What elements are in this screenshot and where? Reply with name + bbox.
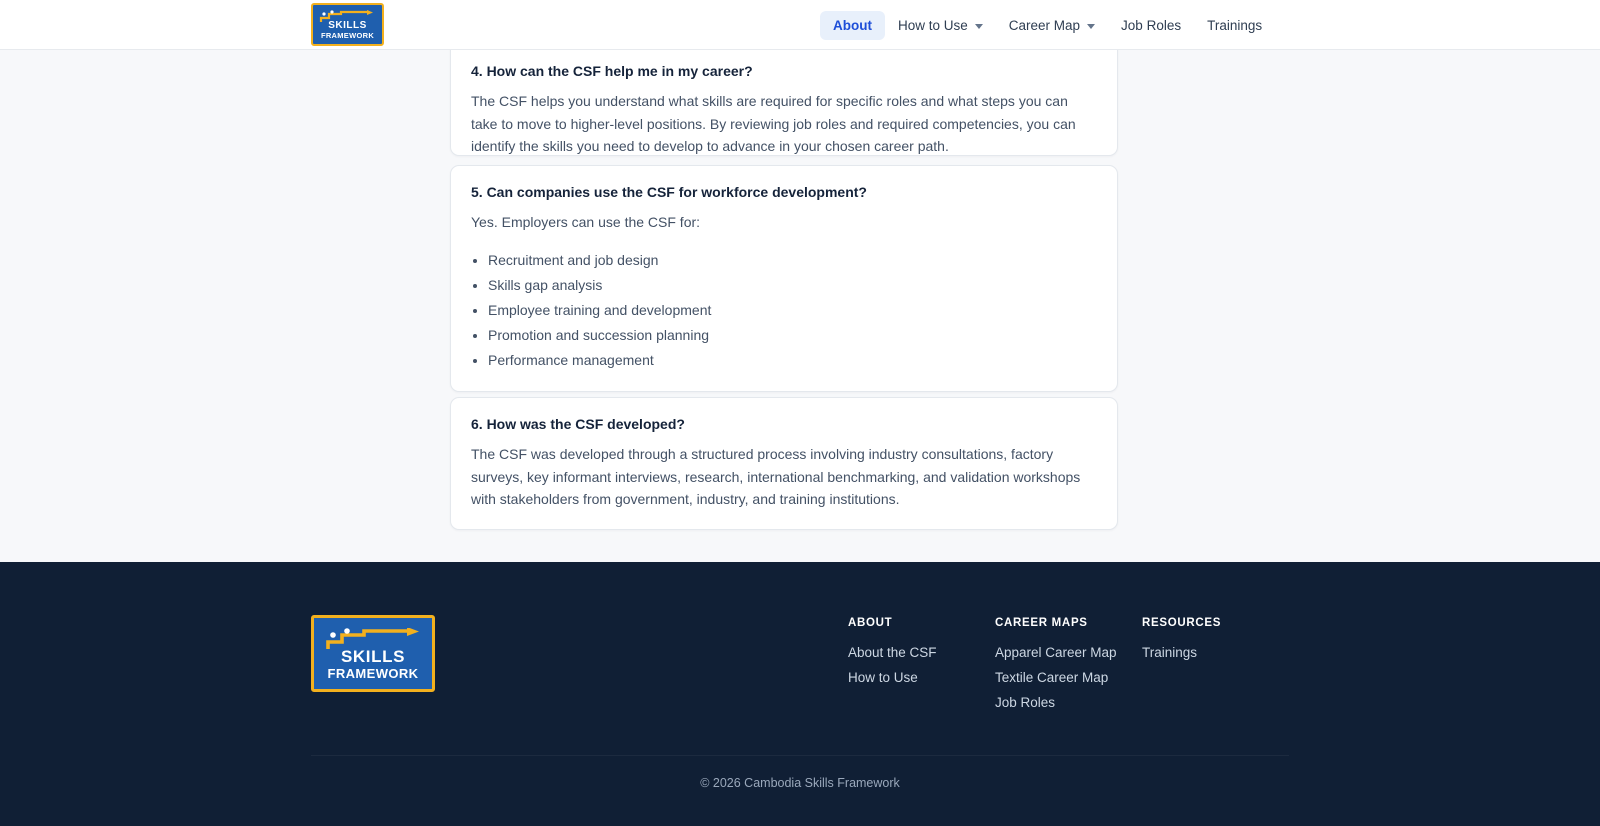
faq-answer-6: The CSF was developed through a structured process involving industry consultations, factory surveys, key informant interviews, research, international benchmarking, and validation workshops with stakeholders from government, industry, and training institutions. (471, 446, 1081, 507)
faq-question-5: 5. Can companies use the CSF for workforce development? (471, 184, 867, 200)
site-header (0, 0, 1600, 50)
logo-arrow-icon (324, 628, 424, 652)
faq-card-5 (450, 165, 1118, 392)
nav-item-trainings[interactable] (1194, 11, 1275, 40)
footer-link-about-the-csf[interactable]: About the CSF (848, 645, 937, 660)
chevron-down-icon (1087, 24, 1095, 29)
nav-item-about-label: About (833, 17, 872, 33)
nav-item-career-map-label: Career Map (1008, 17, 1081, 33)
footer-column-career-maps (995, 617, 1117, 720)
list-item: • Employee training and development (488, 298, 1097, 323)
header-logo-line1: SKILLS (328, 20, 367, 31)
nav-item-job-roles-label: Job Roles (1121, 17, 1182, 33)
faq-answer-5: Yes. Employers can use the CSF for: (471, 214, 701, 230)
list-item: • Recruitment and job design (488, 248, 1097, 273)
main-nav (820, 0, 1275, 50)
footer-copyright: © 2026 Cambodia Skills Framework (700, 776, 900, 790)
nav-item-how-to-use-label: How to Use (897, 17, 968, 33)
list-item: • Skills gap analysis (488, 273, 1097, 298)
footer-column-about-title: ABOUT (848, 617, 893, 629)
chevron-down-icon (975, 24, 983, 29)
footer-link-how-to-use[interactable]: How to Use (848, 670, 918, 685)
faq-card-6 (450, 397, 1118, 530)
footer-column-resources-title: RESOURCES (1142, 617, 1222, 629)
footer-logo-line1: SKILLS (340, 646, 406, 666)
footer-logo[interactable] (311, 615, 435, 692)
list-item: • Promotion and succession planning (488, 323, 1097, 348)
nav-item-trainings-label: Trainings (1207, 17, 1263, 33)
site-footer (0, 562, 1600, 826)
faq-answer-4: The CSF helps you understand what skills are required for specific roles and what steps you can take to move to higher-level positions. By reviewing job roles and required competencies, you can identify the skills you need to develop to advance in your chosen career path. (471, 93, 1076, 154)
faq-question-6: 6. How was the CSF developed? (471, 416, 685, 432)
logo-arrow-icon (319, 10, 377, 24)
footer-link-job-roles[interactable]: Job Roles (995, 695, 1056, 710)
footer-column-about (848, 617, 937, 695)
faq-question-4: 4. How can the CSF help me in my career? (471, 63, 753, 79)
faq-list (0, 50, 1600, 570)
nav-item-job-roles[interactable] (1108, 11, 1194, 40)
header-logo-line2: FRAMEWORK (320, 31, 375, 40)
footer-logo-line2: FRAMEWORK (327, 665, 419, 681)
header-logo[interactable] (311, 3, 384, 46)
footer-column-resources (1142, 617, 1221, 670)
footer-column-career-maps-title: CAREER MAPS (995, 617, 1088, 629)
footer-link-textile-career-map[interactable]: Textile Career Map (995, 670, 1109, 685)
list-item: • Performance management (488, 348, 1097, 373)
footer-link-apparel-career-map[interactable]: Apparel Career Map (995, 645, 1117, 660)
nav-item-career-map[interactable] (996, 11, 1108, 40)
nav-item-how-to-use[interactable] (885, 11, 996, 40)
footer-link-trainings[interactable]: Trainings (1142, 645, 1198, 660)
faq-bullets-5 (488, 248, 1097, 373)
footer-divider (311, 755, 1289, 756)
nav-item-about[interactable] (820, 11, 885, 40)
faq-card-4 (450, 50, 1118, 156)
